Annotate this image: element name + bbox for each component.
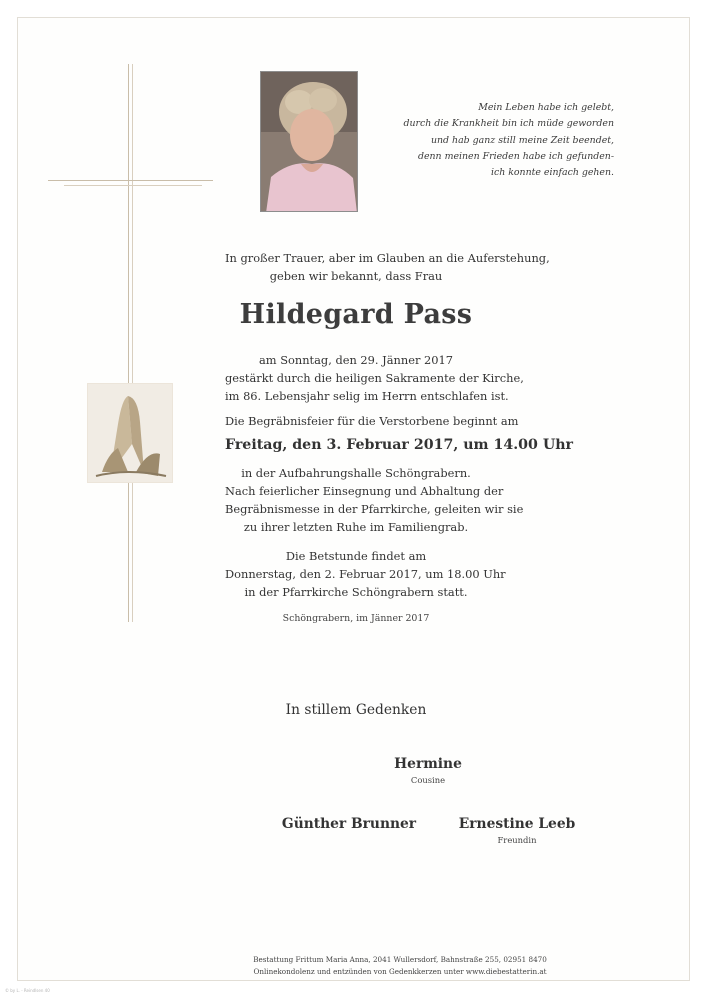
deceased-name: Hildegard Pass <box>239 299 473 330</box>
funeral-details-line: Begräbnismesse in der Pfarrkirche, geleiten wir sie <box>225 502 524 516</box>
prayer-hour-line: in der Pfarrkirche Schöngrabern statt. <box>244 585 468 599</box>
funeral-intro: Die Begräbnisfeier für die Verstorbene beginnt am <box>225 414 519 428</box>
footer-line: Bestattung Frittum Maria Anna, 2041 Wullersdorf, Bahnstraße 255, 02951 8470 <box>253 955 547 964</box>
funeral-details-line: in der Aufbahrungshalle Schöngrabern. <box>241 466 471 480</box>
death-info <box>225 351 524 405</box>
mourner-name: Ernestine Leeb <box>458 816 576 832</box>
funeral-details-line: zu ihrer letzten Ruhe im Familiengrab. <box>243 520 469 534</box>
mourner <box>268 815 430 833</box>
funeral-details-line: Nach feierlicher Einsegnung und Abhaltung der <box>225 484 504 498</box>
verse <box>380 100 614 181</box>
mourner <box>450 815 584 847</box>
verse-line: und hab ganz still meine Zeit beendet, <box>430 134 614 146</box>
footer <box>200 954 600 977</box>
mourner-relation: Cousine <box>410 775 446 785</box>
verse-line: denn meinen Frieden habe ich gefunden- <box>417 150 614 162</box>
intro-line: In großer Trauer, aber im Glauben an die Auferstehung, <box>225 251 550 265</box>
mourner-name: Hermine <box>394 756 462 772</box>
mourner-relation: Freundin <box>497 835 537 845</box>
verse-line: Mein Leben habe ich gelebt, <box>478 102 614 113</box>
verse-line: durch die Krankheit bin ich müde geworden <box>403 118 614 130</box>
funeral-details <box>225 464 524 536</box>
intro <box>225 249 550 285</box>
death-info-line: gestärkt durch die heiligen Sakramente der Kirche, <box>225 371 524 385</box>
remembrance-heading: In stillem Gedenken <box>285 702 427 718</box>
footer-line: Onlinekondolenz und entzünden von Gedenkkerzen unter www.diebestatterin.at <box>253 966 547 976</box>
death-info-line: im 86. Lebensjahr selig im Herrn entschlafen ist. <box>225 389 509 403</box>
mourner <box>368 755 488 787</box>
prayer-hour-line: Die Betstunde findet am <box>285 549 427 563</box>
death-info-line: am Sonntag, den 29. Jänner 2017 <box>259 353 453 367</box>
mourner-name: Günther Brunner <box>281 816 417 832</box>
verse-line: ich konnte einfach gehen. <box>490 167 614 179</box>
portrait-photo <box>260 71 358 212</box>
intro-line: geben wir bekannt, dass Frau <box>269 269 443 283</box>
prayer-hour-line: Donnerstag, den 2. Februar 2017, um 18.00 Uhr <box>225 567 506 581</box>
funeral-date: Freitag, den 3. Februar 2017, um 14.00 Uhr <box>225 437 574 453</box>
prayer-hour <box>225 547 506 601</box>
corner-mark: © by L. - Reindlsen 40 <box>5 988 50 993</box>
place-date: Schöngrabern, im Jänner 2017 <box>282 613 430 624</box>
praying-hands-icon <box>87 383 173 483</box>
